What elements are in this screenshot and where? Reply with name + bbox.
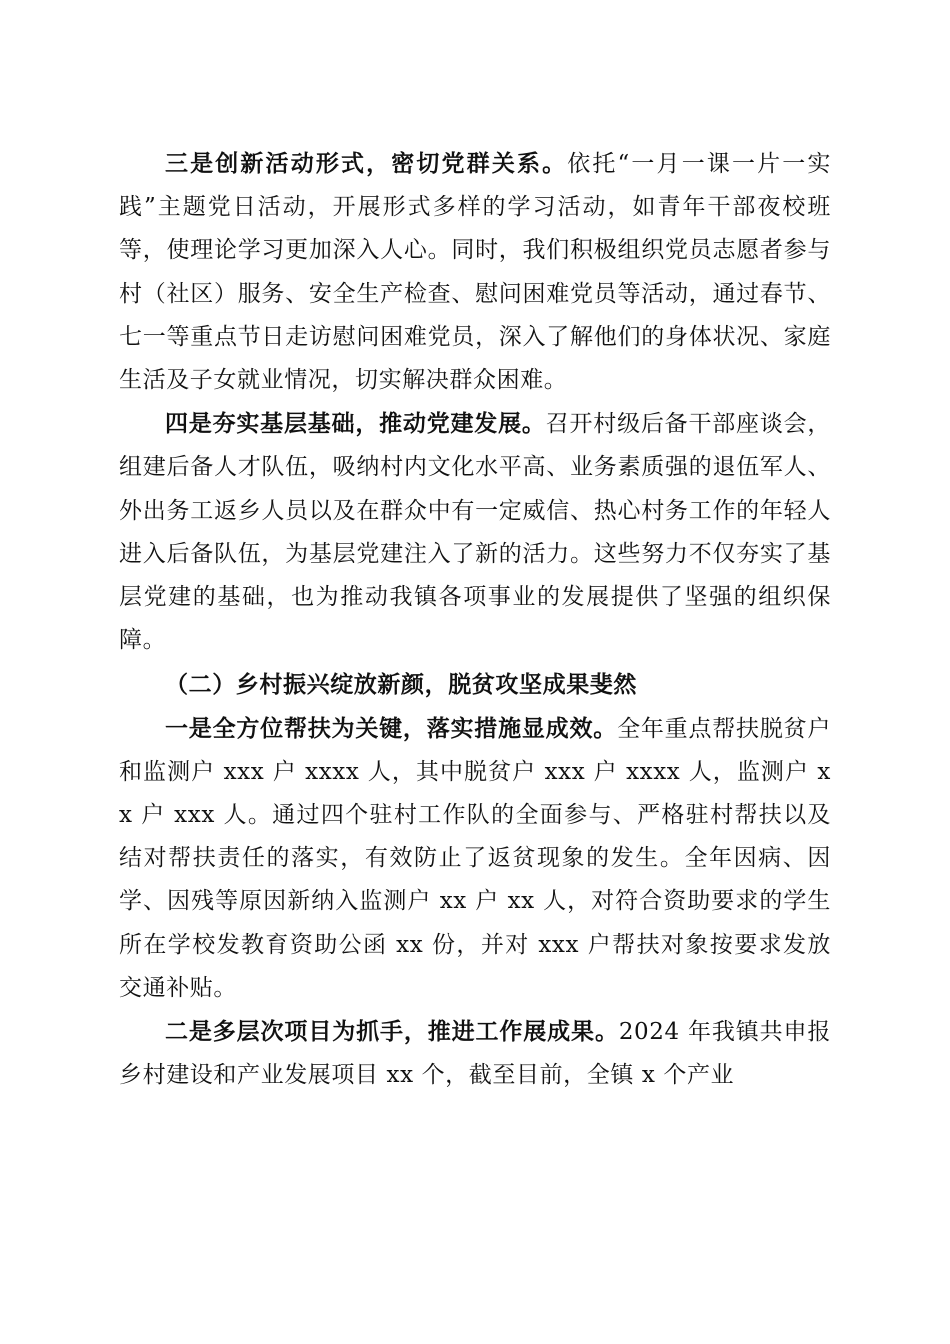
- document-body: [119, 142, 831, 1097]
- paragraph-text: 依托“一月一课一片一实践”主题党日活动，开展形式多样的学习活动，如青年干部夜校班等，使理论学习更加深入人心。同时，我们积极组织党员志愿者参与村（社区）服务、安全生产检查、慰问困难党员等活动，通过春节、七一等重点节日走访慰问困难党员，深入了解他们的身体状况、家庭生活及子女就业情况，切实解决群众困难。: [119, 151, 831, 394]
- paragraph-text: 全年重点帮扶脱贫户和监测户 xxx 户 xxxx 人，其中脱贫户 xxx 户 xxxx 人，监测户 xx 户 xxx 人。通过四个驻村工作队的全面参与、严格驻村帮扶以及结对帮扶责任的落实，有效防止了返贫现象的发生。全年因病、因学、因残等原因新纳入监测户 xx 户 xx 人，对符合资助要求的学生所在学校发教育资助公函 xx 份，并对 xxx 户帮扶对象按要求发放交通补贴。: [119, 715, 831, 1001]
- paragraph-lead: 二是多层次项目为抓手，推进工作展成果。: [165, 1018, 619, 1046]
- paragraph-text: 2024 年我镇共申报乡村建设和产业发展项目 xx 个，截至目前，全镇 x 个产业: [119, 1019, 831, 1089]
- section-heading: （二）乡村振兴绽放新颜，脱贫攻坚成果斐然: [165, 671, 637, 699]
- paragraph-text: 召开村级后备干部座谈会，组建后备人才队伍，吸纳村内文化水平高、业务素质强的退伍军人、外出务工返乡人员以及在群众中有一定威信、热心村务工作的年轻人进入后备队伍，为基层党建注入了新的活力。这些努力不仅夯实了基层党建的基础，也为推动我镇各项事业的发展提供了坚强的组织保障。: [119, 411, 832, 654]
- paragraph-lead: 三是创新活动形式，密切党群关系。: [165, 150, 568, 177]
- paragraph-innovate-activities: [119, 142, 831, 402]
- paragraph-lead: 四是夯实基层基础，推动党建发展。: [165, 410, 546, 438]
- paragraph-multi-level-projects: [119, 1010, 831, 1097]
- paragraph-comprehensive-assistance: [119, 707, 831, 1010]
- paragraph-lead: 一是全方位帮扶为关键，落实措施显成效。: [165, 714, 618, 742]
- paragraph-strengthen-grassroots: [119, 402, 831, 662]
